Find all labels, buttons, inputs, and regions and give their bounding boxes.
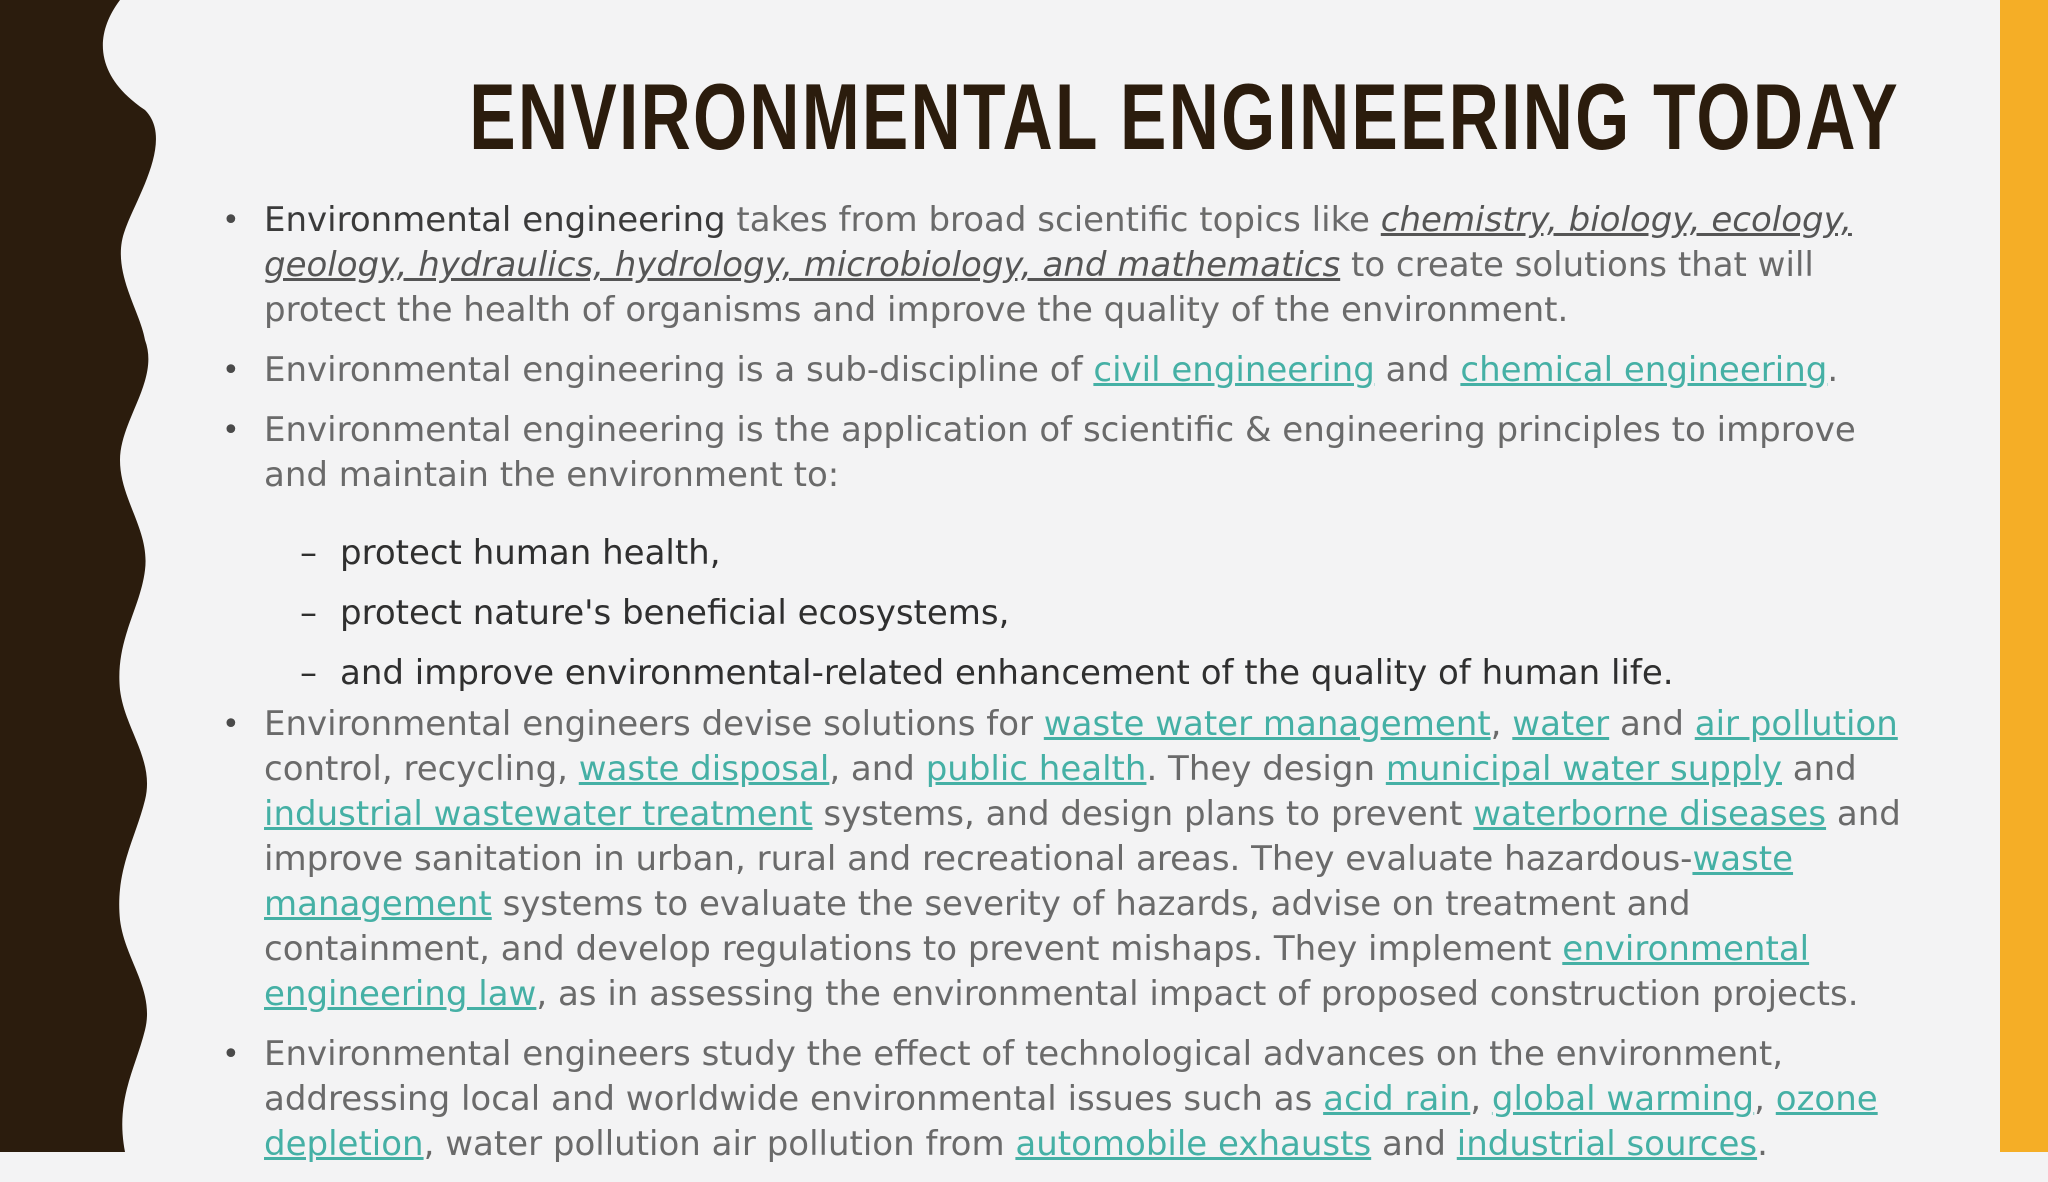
link-automobile-exhausts[interactable]: automobile exhausts	[1015, 1124, 1372, 1164]
link-civil-engineering[interactable]: civil engineering	[1093, 350, 1375, 390]
slide-title: ENVIRONMENTAL ENGINEERING TODAY	[469, 64, 1900, 169]
bullet-sub-discipline: • Environmental engineering is a sub-discipline of civil engineering and chemical engineering.	[222, 348, 1922, 393]
bullet-solutions: • Environmental engineers devise solutions for waste water management, water and air pollution control, recycling, waste disposal, and public health. They design municipal water supply and industrial wastewater treatment systems, and design plans to prevent waterborne diseases and improve sanitation in urban, rural and recreational areas. They evaluate hazardous-waste management systems to evaluate the severity of hazards, advise on treatment and containment, and develop regulations to prevent mishaps. They implement environmental engineering law, as in assessing the environmental impact of proposed construction projects.	[222, 702, 1922, 1017]
link-chemical-engineering[interactable]: chemical engineering	[1460, 350, 1828, 390]
link-environmental-engineering-law[interactable]: environmental engineering law	[264, 929, 1810, 1014]
bullet-application: • Environmental engineering is the application of scientific & engineering principles to improve and maintain the environment to:	[222, 408, 1922, 498]
link-waterborne-diseases[interactable]: waterborne diseases	[1473, 794, 1827, 834]
link-ozone-depletion[interactable]: ozone depletion	[264, 1079, 1878, 1164]
link-public-health[interactable]: public health	[925, 749, 1147, 789]
link-waste-water-management[interactable]: waste water management	[1043, 704, 1491, 744]
link-acid-rain[interactable]: acid rain	[1323, 1079, 1471, 1119]
link-global-warming[interactable]: global warming	[1491, 1079, 1755, 1119]
right-accent-bar	[2000, 0, 2048, 1152]
link-waste-disposal[interactable]: waste disposal	[578, 749, 830, 789]
link-industrial-sources[interactable]: industrial sources	[1456, 1124, 1758, 1164]
link-waste-management[interactable]: waste management	[264, 839, 1794, 924]
bullet-overview: • Environmental engineering takes from broad scientific topics like chemistry, biology, ecology, geology, hydraulics, hydrology, microbiology, and mathematics to create solutions that will protect the health of organisms and improve the quality of the environment.	[222, 198, 1922, 333]
slide-body	[222, 198, 1922, 1182]
sub-item: – protect human health,	[300, 533, 721, 573]
sub-item: – and improve environmental-related enhancement of the quality of human life.	[300, 653, 1674, 693]
left-wave-decoration	[0, 0, 160, 1152]
bullet-lead-text: Environmental engineering	[264, 200, 726, 240]
link-municipal-water-supply[interactable]: municipal water supply	[1385, 749, 1782, 789]
bullet-technology-effects: • Environmental engineers study the effect of technological advances on the environment, addressing local and worldwide environmental issues such as acid rain, global warming, ozone depletion, water pollution air pollution from automobile exhausts and industrial sources.	[222, 1032, 1922, 1167]
science-topics-text: chemistry, biology, ecology, geology, hydraulics, hydrology, microbiology, and mathematics	[264, 200, 1852, 285]
sub-item: – protect nature's beneficial ecosystems,	[300, 593, 1010, 633]
link-air-pollution[interactable]: air pollution	[1694, 704, 1898, 744]
link-industrial-wastewater-treatment[interactable]: industrial wastewater treatment	[264, 794, 813, 834]
link-water[interactable]: water	[1512, 704, 1610, 744]
